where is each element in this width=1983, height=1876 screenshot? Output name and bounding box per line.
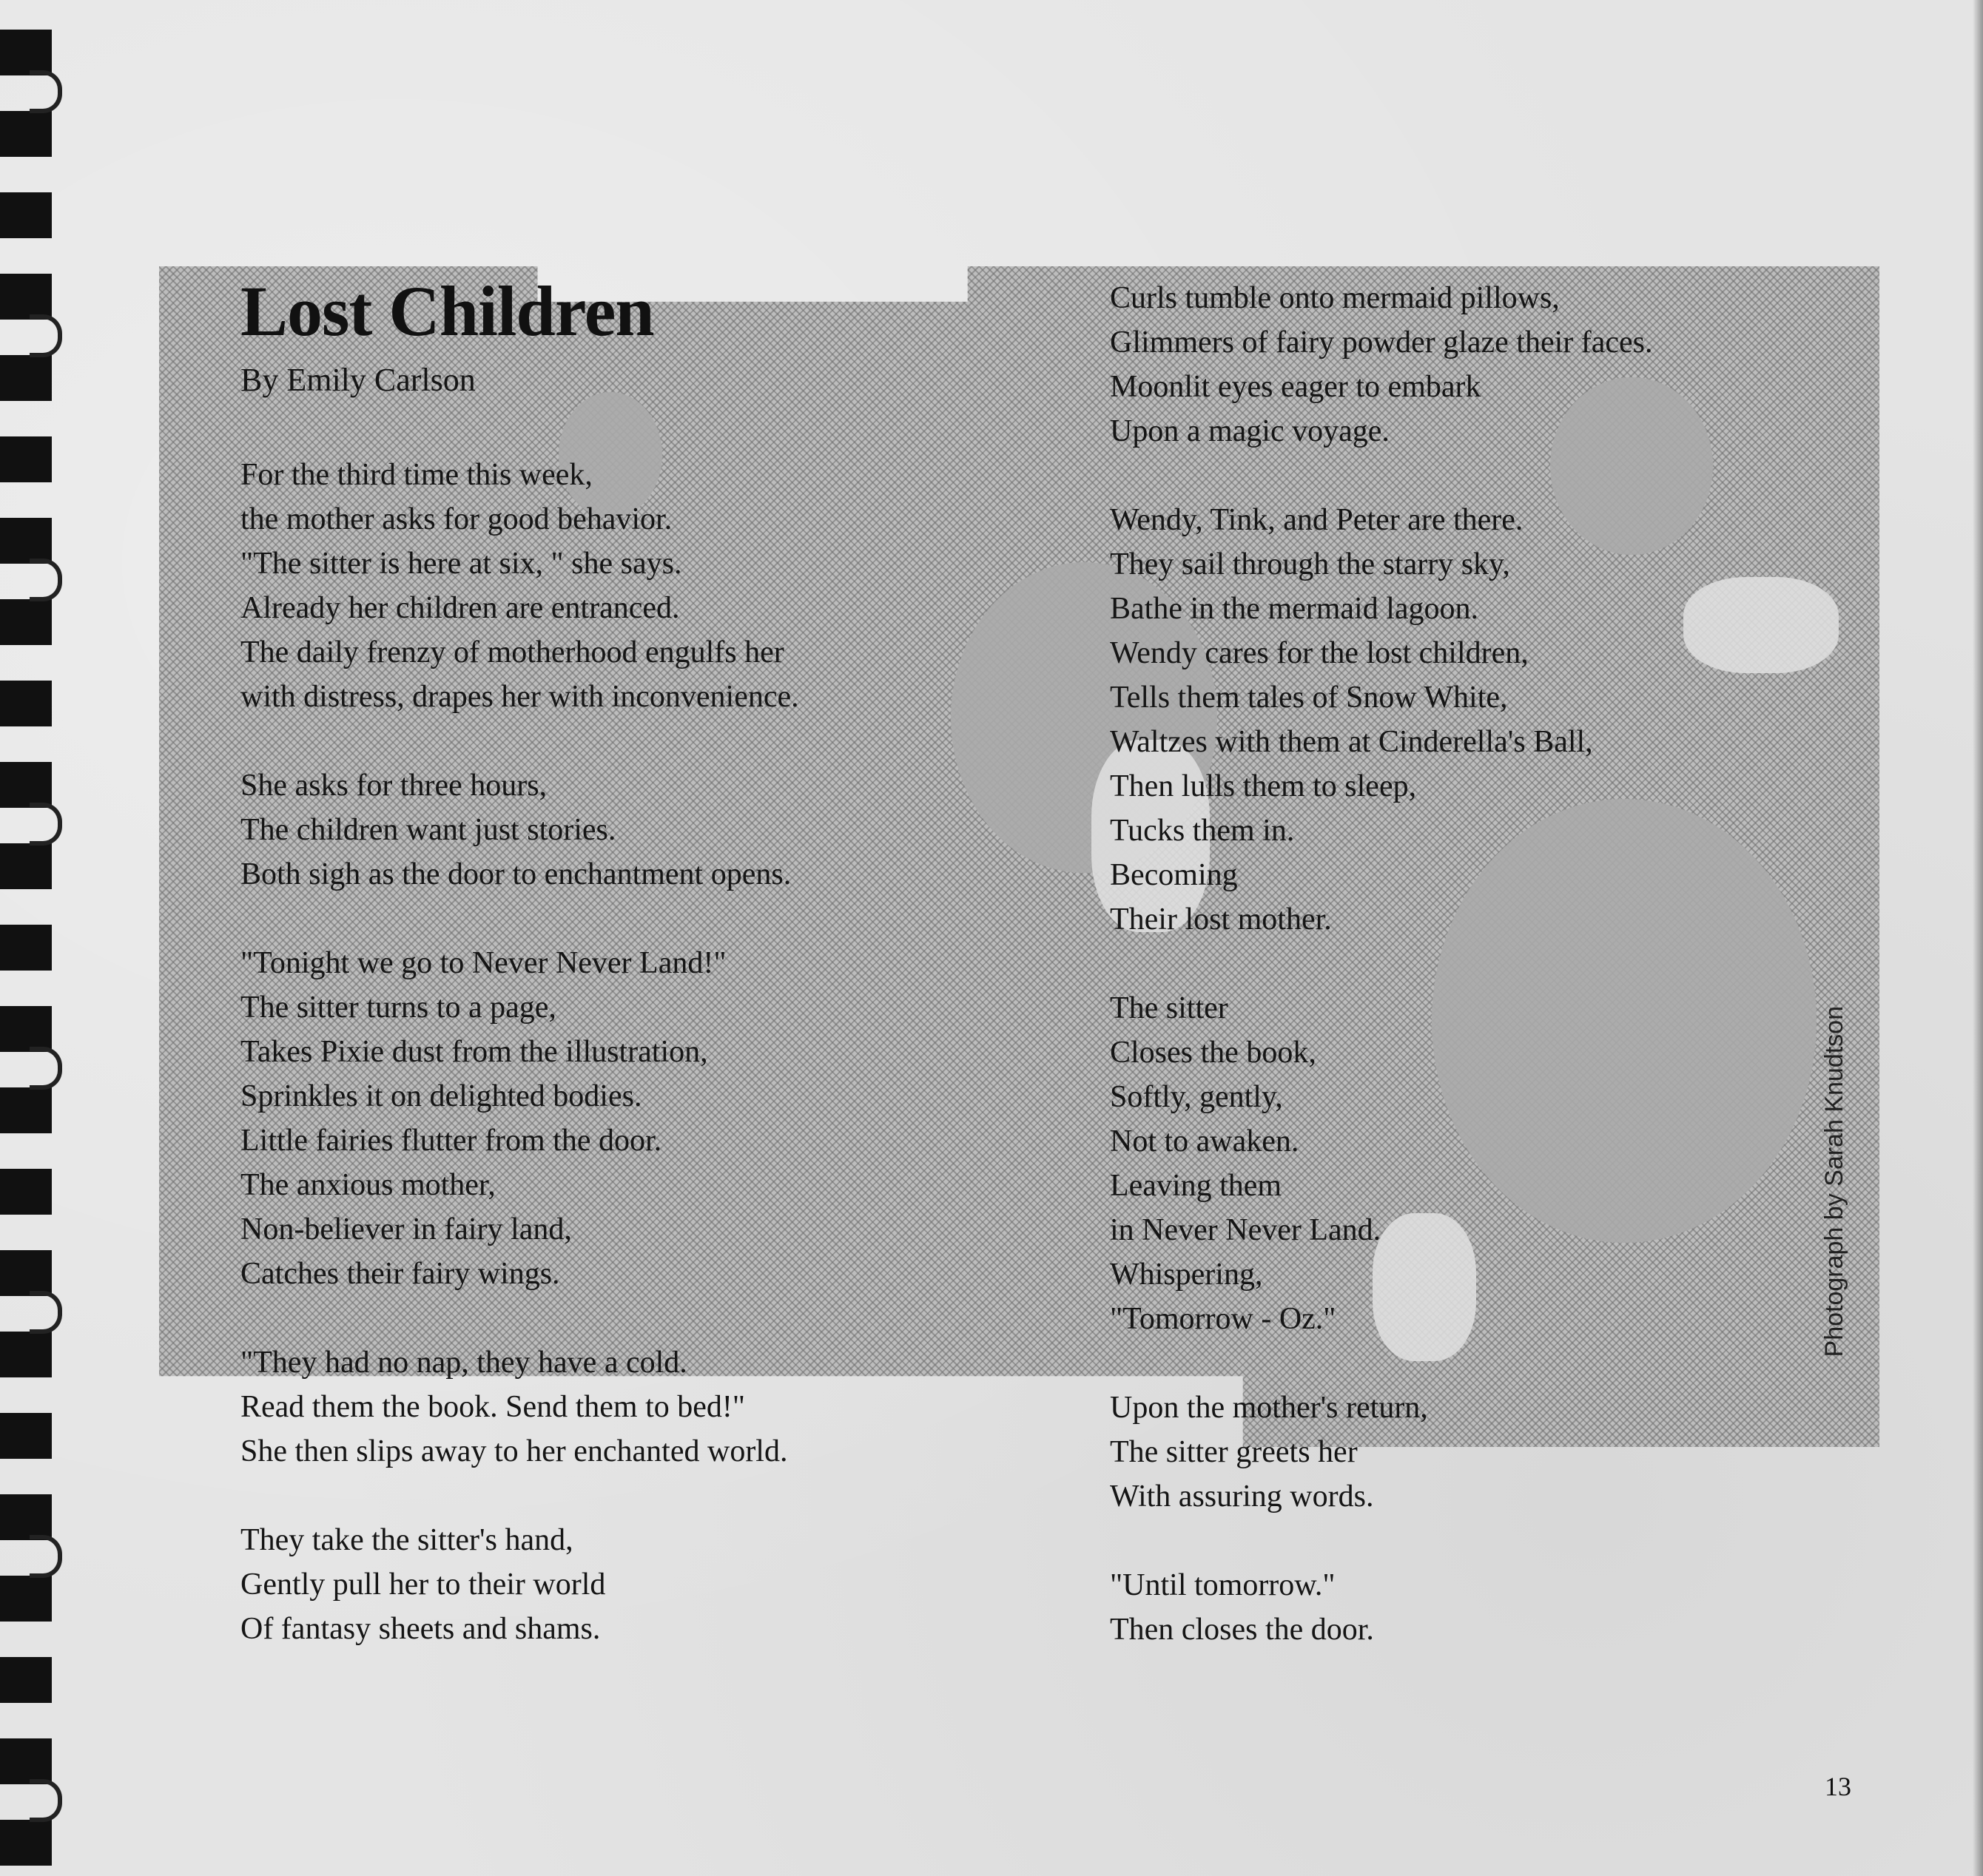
poem-line: "The sitter is here at six, " she says.	[240, 547, 682, 581]
binding-ring	[0, 1576, 52, 1622]
stanza	[1110, 276, 1850, 453]
poem-line: Bathe in the mermaid lagoon.	[1110, 592, 1479, 626]
poem-line: Upon a magic voyage.	[1110, 414, 1390, 448]
poem-line: Leaving them	[1110, 1169, 1282, 1203]
poem-title: Lost Children	[240, 271, 654, 351]
poem-column-right	[1110, 276, 1850, 1696]
binding-ring	[0, 111, 52, 157]
binding-hook	[30, 1779, 62, 1822]
binding-ring	[0, 355, 52, 401]
poem-byline: By Emily Carlson	[240, 362, 476, 398]
binding-ring	[0, 1332, 52, 1377]
poem-line: Then closes the door.	[1110, 1613, 1374, 1647]
poem-line: the mother asks for good behavior.	[240, 502, 673, 536]
binding-ring	[0, 681, 52, 726]
poem-line: They sail through the starry sky,	[1110, 547, 1510, 581]
binding-hook	[30, 1291, 62, 1334]
poem-line: She then slips away to her enchanted world.	[240, 1434, 788, 1468]
binding-ring	[0, 925, 52, 971]
poem-line: "Until tomorrow."	[1110, 1568, 1336, 1602]
poem-line: Becoming	[1110, 858, 1238, 892]
binding-ring	[0, 1250, 52, 1296]
poem-line: "They had no nap, they have a cold.	[240, 1346, 687, 1380]
stanza	[1110, 1563, 1850, 1652]
binding-ring	[0, 1657, 52, 1703]
binding-hook	[30, 1047, 62, 1090]
binding-ring	[0, 1738, 52, 1784]
stanza	[1110, 986, 1850, 1341]
stanza	[240, 1518, 1010, 1651]
poem-line: The daily frenzy of motherhood engulfs her	[240, 635, 784, 669]
poem-line: She asks for three hours,	[240, 769, 548, 803]
binding-ring	[0, 518, 52, 564]
poem-line: Gently pull her to their world	[240, 1568, 606, 1602]
poem-line: Already her children are entranced.	[240, 591, 680, 625]
binding-hook	[30, 1535, 62, 1578]
poem-line: The anxious mother,	[240, 1168, 496, 1202]
binding-ring	[0, 192, 52, 238]
binding-ring	[0, 1169, 52, 1215]
stanza	[240, 941, 1010, 1296]
binding-hook	[30, 803, 62, 846]
poem-line: Of fantasy sheets and shams.	[240, 1612, 601, 1646]
binding-ring	[0, 1413, 52, 1459]
poem-line: Non-believer in fairy land,	[240, 1212, 572, 1246]
poem-line: The sitter	[1110, 991, 1228, 1025]
poem-line: They take the sitter's hand,	[240, 1523, 573, 1557]
stanza	[240, 453, 1010, 719]
poem-line: Their lost mother.	[1110, 902, 1332, 937]
binding-ring	[0, 274, 52, 320]
binding-ring	[0, 436, 52, 482]
stanza	[1110, 498, 1850, 942]
poem-line: The sitter turns to a page,	[240, 991, 556, 1025]
poem-line: With assuring words.	[1110, 1479, 1374, 1514]
binding-ring	[0, 30, 52, 75]
binding-ring	[0, 762, 52, 808]
poem-line: The sitter greets her	[1110, 1435, 1358, 1469]
poem-line: Closes the book,	[1110, 1036, 1316, 1070]
binding-ring	[0, 1006, 52, 1052]
poem-line: Takes Pixie dust from the illustration,	[240, 1035, 708, 1069]
poem-line: Both sigh as the door to enchantment opens.	[240, 857, 792, 891]
spiral-binding	[0, 0, 59, 1876]
stanza	[240, 763, 1010, 897]
poem-line: Moonlit eyes eager to embark	[1110, 370, 1481, 404]
photo-credit: Photograph by Sarah Knudtson	[1820, 1006, 1848, 1357]
poem-line: Curls tumble onto mermaid pillows,	[1110, 281, 1560, 315]
poem-line: "Tonight we go to Never Never Land!"	[240, 946, 727, 980]
poem-line: with distress, drapes her with inconvenience.	[240, 680, 799, 714]
poem-line: Upon the mother's return,	[1110, 1391, 1428, 1425]
poem-line: Glimmers of fairy powder glaze their faces.	[1110, 325, 1653, 360]
binding-ring	[0, 1087, 52, 1133]
poem-line: Sprinkles it on delighted bodies.	[240, 1079, 642, 1113]
poem-line: Wendy cares for the lost children,	[1110, 636, 1529, 670]
poem-line: Then lulls them to sleep,	[1110, 769, 1417, 803]
poem-line: in Never Never Land.	[1110, 1213, 1381, 1247]
stanza	[1110, 1386, 1850, 1519]
poem-line: Tells them tales of Snow White,	[1110, 681, 1508, 715]
binding-hook	[30, 314, 62, 357]
poem-line: Not to awaken.	[1110, 1124, 1299, 1158]
poem-line: Tucks them in.	[1110, 814, 1295, 848]
poem-line: Whispering,	[1110, 1258, 1263, 1292]
poem-line: Wendy, Tink, and Peter are there.	[1110, 503, 1524, 537]
poem-column-left	[240, 453, 1010, 1696]
poem-line: Little fairies flutter from the door.	[240, 1124, 662, 1158]
page-number: 13	[1825, 1772, 1851, 1801]
binding-hook	[30, 559, 62, 601]
page-edge-shadow	[1973, 0, 1983, 1876]
binding-ring	[0, 1820, 52, 1866]
binding-ring	[0, 599, 52, 645]
poem-line: Catches their fairy wings.	[240, 1257, 560, 1291]
poem-line: Waltzes with them at Cinderella's Ball,	[1110, 725, 1593, 759]
binding-ring	[0, 1494, 52, 1540]
binding-hook	[30, 70, 62, 113]
poem-line: Softly, gently,	[1110, 1080, 1283, 1114]
poem-line: "Tomorrow - Oz."	[1110, 1302, 1336, 1336]
poem-line: For the third time this week,	[240, 458, 593, 492]
poem-line: The children want just stories.	[240, 813, 616, 847]
binding-ring	[0, 843, 52, 889]
stanza	[240, 1340, 1010, 1474]
poem-line: Read them the book. Send them to bed!"	[240, 1390, 746, 1424]
